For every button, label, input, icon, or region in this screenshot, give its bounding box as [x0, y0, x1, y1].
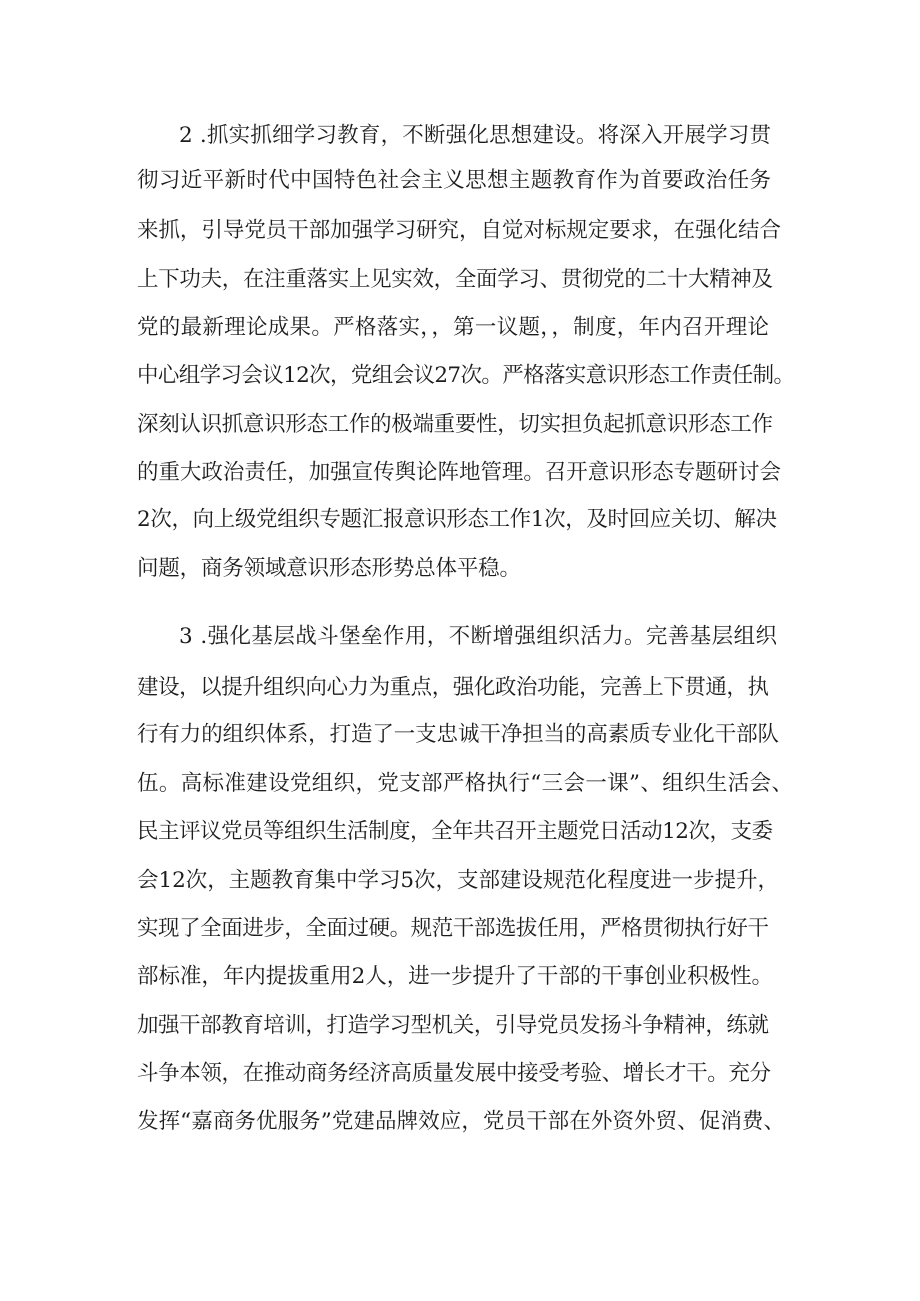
paragraph-line: 实现了全面进步，全面过硬。规范干部选拔任用，严格贯彻执行好干 [137, 916, 769, 941]
paragraph-line: 会12次，主题教育集中学习5次，支部建设规范化程度进一步提升， [137, 868, 779, 893]
paragraph-line: 部标准，年内提拔重用2人，进一步提升了干部的干事创业积极性。 [137, 964, 773, 989]
paragraph-line: 行有力的组织体系，打造了一支忠诚干净担当的高素质专业化干部队 [137, 722, 779, 747]
paragraph-line: 发挥“嘉商务优服务”党建品牌效应，党员干部在外资外贸、促消费、 [137, 1109, 786, 1134]
paragraph-line: 来抓，引导党员干部加强学习研究，自觉对标规定要求，在强化结合 [137, 218, 781, 243]
paragraph-line: 斗争本领，在推动商务经济高质量发展中接受考验、增长才干。充分 [137, 1061, 771, 1086]
paragraph-line: 2次，向上级党组织专题汇报意识形态工作1次，及时回应关切、解决 [137, 507, 777, 532]
paragraph-line: 建设，以提升组织向心力为重点，强化政治功能，完善上下贯通，执 [137, 675, 769, 700]
paragraph-line: 的重大政治责任，加强宣传舆论阵地管理。召开意识形态专题研讨会 [137, 460, 781, 485]
paragraph-line: 加强干部教育培训，打造学习型机关，引导党员发扬斗争精神，练就 [137, 1013, 769, 1038]
paragraph-line: 伍。高标准建设党组织，党支部严格执行“三会一课”、组织生活会、 [137, 771, 794, 796]
paragraph-line: 3 .强化基层战斗堡垒作用，不断增强组织活力。完善基层组织 [179, 624, 778, 649]
paragraph-line: 2 .抓实抓细学习教育，不断强化思想建设。将深入开展学习贯 [179, 123, 772, 148]
paragraph-line: 彻习近平新时代中国特色社会主义思想主题教育作为首要政治任务 [137, 168, 772, 193]
paragraph-line: 中心组学习会议12次，党组会议27次。严格落实意识形态工作责任制。 [137, 363, 795, 388]
paragraph-line: 上下功夫，在注重落实上见实效，全面学习、贯彻党的二十大精神及 [137, 267, 773, 292]
paragraph-line: 民主评议党员等组织生活制度，全年共召开主题党日活动12次，支委 [137, 819, 773, 844]
paragraph-line: 深刻认识抓意识形态工作的极端重要性，切实担负起抓意识形态工作 [137, 412, 773, 437]
paragraph-line: 问题，商务领域意识形态形势总体平稳。 [137, 556, 521, 581]
paragraph-line: 党的最新理论成果。严格落实，，第一议题，，制度，年内召开理论 [137, 315, 770, 340]
